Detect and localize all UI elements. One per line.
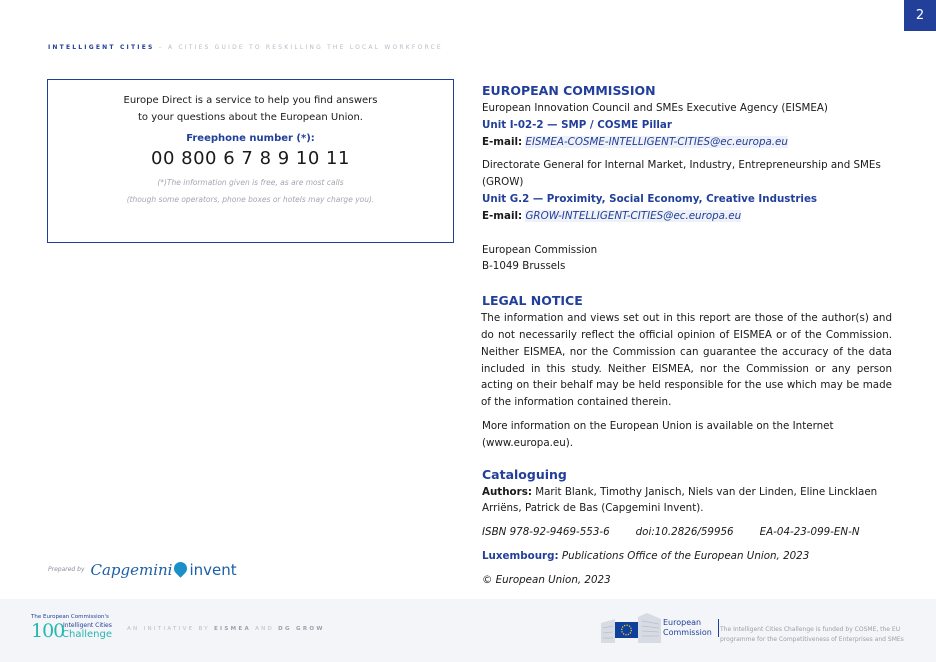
capgemini-wordmark: Capgemini (90, 561, 173, 579)
challenge-word: Challenge (62, 629, 112, 640)
initiative-and: AND (251, 626, 279, 632)
address-line2: B-1049 Brussels (482, 260, 566, 273)
legal-notice-body: The information and views set out in this report are those of the author(s) and do not necessarily reflect the official opinion of EISMEA or of the Commission. Neither EISMEA, nor the Commission can guarantee the accuracy of the data included in this study. Neither EISMEA, nor the Commission or any person acting on their behalf may be held responsible for the use which may be made of the information contained therein. (481, 312, 892, 409)
running-header-subtitle: – A CITIES GUIDE TO RESKILLING THE LOCAL WORKFORCE (154, 44, 443, 51)
ec-unit2: Unit G.2 — Proximity, Social Economy, Creative Industries (482, 192, 818, 205)
cataloguing-heading: Cataloguing (482, 466, 567, 482)
challenge-tagline: The European Commission's (31, 614, 109, 620)
europe-direct-box (47, 79, 454, 243)
intelligent-cities-challenge-logo (31, 614, 121, 644)
ec-heading: EUROPEAN COMMISSION (482, 83, 656, 98)
initiative-prefix: AN INITIATIVE BY (127, 626, 214, 632)
freephone-note-line2: (though some operators, phone boxes or hotels may charge you). (126, 195, 375, 204)
imprint-column (482, 82, 892, 589)
ec-wordmark-line1: European (663, 618, 702, 627)
publisher-name: Publications Office of the European Union, 2023 (561, 549, 810, 562)
ec-email1-row (482, 134, 892, 151)
freephone-number[interactable]: 00 800 6 7 8 9 10 11 (151, 148, 350, 169)
europe-direct-intro-line1: Europe Direct is a service to help you find answers (123, 95, 378, 106)
capgemini-invent-logo (91, 560, 237, 579)
legal-more-info: More information on the European Union is available on the Internet (www.europa.eu). (482, 419, 834, 449)
running-header (48, 44, 443, 51)
ec-dg: Directorate General for Internal Market, Industry, Entrepreneurship and SMEs (GROW) (482, 159, 881, 189)
capgemini-spade-icon (172, 559, 190, 577)
isbn: ISBN 978-92-9469-553-6 (482, 526, 610, 539)
ec-wordmark-line2: Commission (663, 628, 712, 637)
email-label: E-mail: (482, 135, 523, 148)
authors-list: Marit Blank, Timothy Janisch, Niels van der Linden, Eline Lincklaen Arriëns, Patrick de Bas (Capgemini Invent). (482, 485, 878, 515)
address-line1: European Commission (482, 243, 598, 256)
authors-label: Authors: (482, 485, 532, 498)
europe-direct-intro-line2: to your questions about the European Union. (138, 112, 363, 123)
initiative-line (127, 626, 325, 632)
invent-wordmark: invent (189, 561, 237, 579)
publisher-row (482, 548, 892, 565)
legal-notice-heading: LEGAL NOTICE (482, 293, 583, 309)
authors-row (482, 484, 892, 518)
initiative-dg-grow: DG GROW (278, 626, 325, 632)
ec-building-graphic (601, 613, 661, 643)
ec-wordmark (663, 618, 712, 638)
page-number: 2 (904, 0, 936, 31)
prepared-by-label: Prepared by (48, 566, 85, 573)
freephone-label: Freephone number (*): (186, 133, 315, 144)
ec-unit1: Unit I-02-2 — SMP / COSME Pillar (482, 118, 672, 131)
freephone-note-line1: (*)The information given is free, as are most calls (157, 178, 344, 187)
challenge-100: 100 (31, 620, 65, 642)
publisher-place: Luxembourg: (482, 549, 559, 562)
challenge-intelligent-cities: Intelligent Cities (63, 622, 112, 629)
identifiers-row (482, 524, 892, 541)
ec-agency: European Innovation Council and SMEs Executive Agency (EISMEA) (482, 102, 828, 114)
catalogue-number: EA-04-23-099-EN-N (759, 526, 860, 539)
doi: doi:10.2826/59956 (635, 526, 734, 539)
email-label: E-mail: (482, 209, 523, 222)
copyright: © European Union, 2023 (482, 573, 611, 586)
running-header-title: INTELLIGENT CITIES (48, 44, 155, 51)
initiative-eismea: EISMEA (213, 626, 252, 632)
prepared-by (48, 560, 237, 579)
ec-building-icon (601, 613, 661, 643)
footer (0, 599, 936, 662)
email-link-eismea[interactable]: EISMEA-COSME-INTELLIGENT-CITIES@ec.europa.eu (525, 135, 788, 148)
email-link-grow[interactable]: GROW-INTELLIGENT-CITIES@ec.europa.eu (525, 209, 742, 222)
ec-email2-row (482, 208, 892, 225)
european-commission-logo (601, 613, 719, 643)
funding-statement: The Intelligent Cities Challenge is funded by COSME, the EU programme for the Competitiveness of Enterprises and SMEs (720, 626, 904, 643)
